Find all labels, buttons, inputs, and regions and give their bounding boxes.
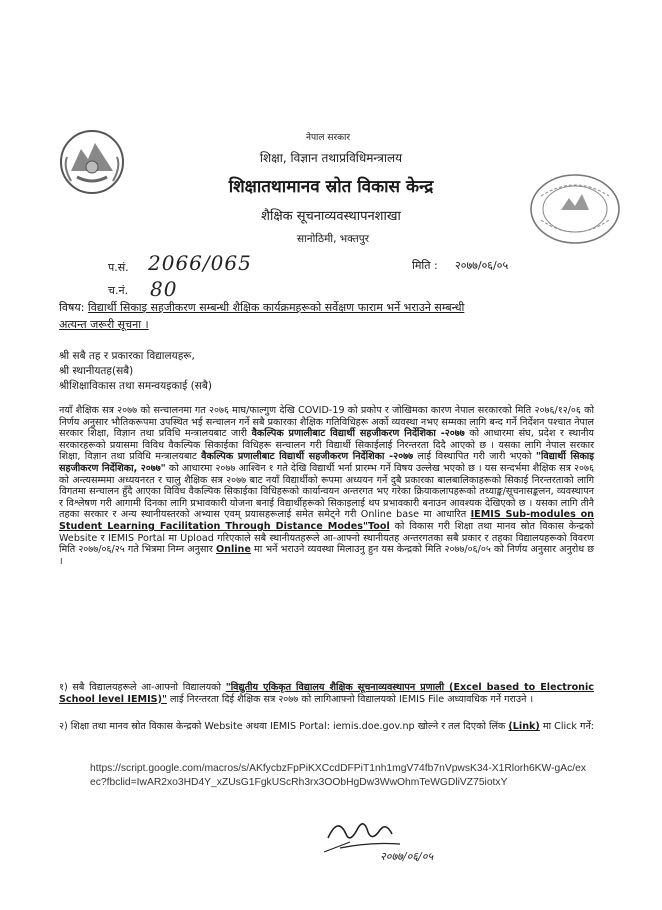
survey-url[interactable]: https://script.google.com/macros/s/AKfycbzFpPiKXCcdDFPiT1nh1mgV74fb7nVpwsK34-X1Rlorh6KW-gAc/exec?fbclid=IwAR2xo3HD4Y_xZUsG1FgkUScRh3rx3OObHgDw3WwOhmTeWGDliVZ75iotxY <box>90 763 586 788</box>
government-name: नेपाल सरकार <box>305 133 351 143</box>
point-2 <box>59 721 594 733</box>
point-1-text: लाई निरन्तरता दिई शैक्षिक सत्र २०७७ को लागिआफ्नो विद्यालयको IEMIS File अध्यावधिक गर्ने गराउने । <box>170 693 534 705</box>
ps-label: प.सं. <box>108 261 129 274</box>
body-text: को आधारमा संघ, प्रदेश र स्थानीय सरकारहरूको प्रयासमा विविध वैकल्पिक सिकाईका विधिहरू सन्चालन गरी विद्यार्थी सिकाईलाई निरन्तरता दिदै आएको छ । यसका लागि नेपाल सरकार शिक्षा, विज्ञान तथा प्रविधि मन्त्रालयबाट <box>59 428 594 463</box>
guideline-name-bold: वैकल्पिक प्रणालीबाट विद्यार्थी सहजीकरण निर्देशिका -२०७७ <box>251 428 465 440</box>
point-1-text: १) सबै विद्यालयहरूले आ-आफ्नो विद्यालयको <box>59 682 221 693</box>
office-address: सानोठिमी, भक्तपुर <box>296 233 370 245</box>
cn-value: 80 <box>150 277 178 301</box>
center-name: शिक्षातथामानव स्रोत विकास केन्द्र <box>228 177 434 197</box>
ps-value: 2066/065 <box>148 251 252 275</box>
body-text: मा भर्ने भराउने व्यवस्था मिलाउनु हुन यस केन्द्रको मिति २०७७/०६/०५ को निर्णय अनुसार अनुरोध छ । <box>59 544 594 567</box>
iemis-tool-bold: IEMIS Sub-modules on Student Learning Facilitation Through Distance Modes"Tool <box>59 509 594 532</box>
signature-date: २०७७/०६/०५ <box>380 850 434 863</box>
section-name: शैक्षिक सूचनाव्यवस्थापनशाखा <box>261 209 401 224</box>
addressee-1: श्री सबै तह र प्रकारका विद्यालयहरू, <box>59 350 195 362</box>
cn-label: च.नं. <box>108 284 129 297</box>
online-bold: Online <box>215 544 251 556</box>
subject-label: विषय: <box>59 301 85 314</box>
date-label: मिति : <box>412 259 438 272</box>
guideline-title-bold: "विद्यार्थी सिकाइ सहजीकरण निर्देशिका, २०७७" <box>59 451 595 474</box>
point-1 <box>59 682 594 705</box>
guideline-name-bold: वैकल्पिक प्रणालीबाट विद्यार्थी सहजीकरण निर्देशिका -२०७७ <box>201 451 414 463</box>
iemis-system-bold: "विद्युतीय एकिकृत विद्यालय शैक्षिक सूचनाव्यवस्थापन प्रणाली (Excel based to Electronic School level IEMIS)" <box>59 682 594 705</box>
addressee-3: श्रीशिक्षाविकास तथा समन्वयइकाई (सबै) <box>59 380 212 392</box>
body-text: को आधारमा २०७७ आश्विन १ गते देखि विद्यार्थी भर्ना प्रारम्भ गर्ने विषय उल्लेख भएको छ । यस सन्दर्भमा शैक्षिक सत्र २०७६ को अन्त्यसम्ममा अध्ययनरत र चालु शैक्षिक सत्र २०७७ बाट नयाँ विद्यार्थीको रूपमा अध्ययन गर्ने दुबै प्रकारका बालबालिकाहरूको सिकाई निरन्तरताको लागि विगतमा सन्चालन हुँदै आएका विविध वैकल्पिक सिकाईका विधिहरूको कार्यान्वयन अन्तरगत भए गरेका क्रियाकलापहरूको तथ्याङ्क/सूचनासङ्कलन, व्यवस्थापन र विश्लेषण गरी आगामी दिनका लागि प्रभावकारी योजना बनाई विद्यार्थीहरूको सिकाइलाई थप प्रभावकारी बनाउन आवश्यक देखिएको छ । यसका लागि तीनै तहका सरकार र अन्य स्थानीयस्तरको अभ्यास एवम् प्रयासहरूलाई समेत समेट्ने गरी Online base मा आधारित <box>59 462 594 521</box>
handwritten-signature <box>320 808 450 863</box>
ministry-name: शिक्षा, विज्ञान तथाप्रविधिमन्त्रालय <box>259 151 403 165</box>
subject-text: विद्यार्थी सिकाइ सहजीकरण सम्बन्धी शैक्षिक कार्यक्रमहरूको सर्वेक्षण फाराम भर्ने भराउने सम्बन्धी <box>87 301 465 314</box>
link-word-bold: (Link) <box>508 721 540 732</box>
office-seal-icon <box>527 170 623 248</box>
point-2-text: २) शिक्षा तथा मानव स्रोत विकास केन्द्रको Website अथवा IEMIS Portal: iemis.doe.gov.np खोल्ने र तल दिएको लिंक <box>59 721 506 732</box>
body-text: लाई विस्थापित गरी जारी भएको <box>417 451 532 463</box>
body-text: नयाँ शैक्षिक सत्र २०७७ को सन्चालनमा गत २०७६ माघ/फाल्गुण देखि COVID-19 को प्रकोप र जोखिमका कारण नेपाल सरकारको मिति २०७६/१२/०६ को निर्णय अनुसार भौतिकरूपमा उपस्थित भई सन्चालन गर्ने सबै प्रकारका शैक्षिक गतिविधिहरू अर्को व्यवस्था नभए सम्मका लागि बन्द गर्ने निर्देशन पश्चात नेपाल सरकार शिक्षा, विज्ञान तथा प्रविधि मन्त्रालयबाट जारी <box>59 405 594 440</box>
point-2-text: मा Click गर्ने: <box>542 721 594 732</box>
body-paragraph-1 <box>59 405 594 567</box>
date-value: २०७७/०६/०५ <box>455 259 509 272</box>
nepal-emblem-icon <box>57 127 127 197</box>
subject-line <box>59 299 579 333</box>
addressee-2: श्री स्थानीयतह(सबै) <box>59 365 134 377</box>
body-text: को विकास गरी शिक्षा तथा मानव स्रोत विकास केन्द्रको Website र IEMIS Portal मा Upload गरिएकाले सबै स्थानीयतहरूले आ-आफ्नो स्थानीयतह अन्तरगतका सबै प्रकार र तहका विद्यालयहरूको विवरण मिति २०७७/०६/२५ गते भित्रमा निम्न अनुसार <box>59 520 594 556</box>
subject-text-2: अत्यन्त जरूरी सूचना । <box>59 318 149 331</box>
